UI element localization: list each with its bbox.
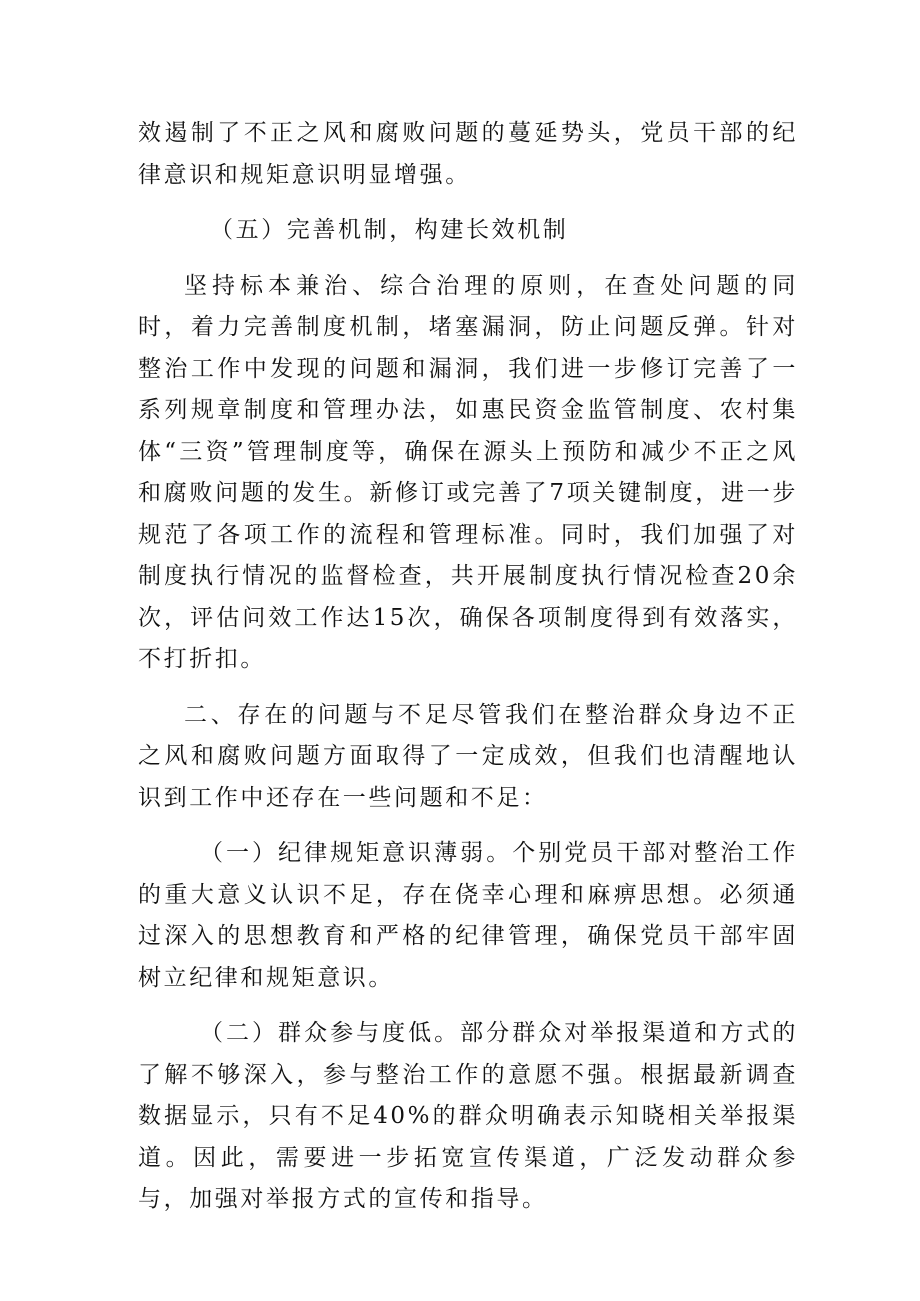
paragraph-discipline: （一）纪律规矩意识薄弱。个别党员干部对整治工作的重大意义认识不足，存在侥幸心理和麻痹思想。必须通过深入的思想教育和严格的纪律管理，确保党员干部牢固树立纪律和规矩意识。 <box>138 840 798 991</box>
paragraph-continuation: 效遏制了不正之风和腐败问题的蔓延势头，党员干部的纪律意识和规矩意识明显增强。 <box>138 120 798 188</box>
document-body <box>138 113 798 1221</box>
section-heading-five: （五）完善机制，构建长效机制 <box>210 217 569 243</box>
paragraph-mechanism: 坚持标本兼治、综合治理的原则，在查处问题的同时，着力完善制度机制，堵塞漏洞，防止问题反弹。针对整治工作中发现的问题和漏洞，我们进一步修订完善了一系列规章制度和管理办法，如惠民资金监管制度、农村集体“三资”管理制度等，确保在源头上预防和减少不正之风和腐败问题的发生。新修订或完善了7项关键制度，进一步规范了各项工作的流程和管理标准。同时，我们加强了对制度执行情况的监督检查，共开展制度执行情况检查20余次，评估问效工作达15次，确保各项制度得到有效落实，不打折扣。 <box>138 272 798 672</box>
paragraph-participation: （二）群众参与度低。部分群众对举报渠道和方式的了解不够深入，参与整治工作的意愿不强。根据最新调查数据显示，只有不足40%的群众明确表示知晓相关举报渠道。因此，需要进一步拓宽宣传渠道，广泛发动群众参与，加强对举报方式的宣传和指导。 <box>138 1020 798 1212</box>
section-heading-problems: 二、存在的问题与不足尽管我们在整治群众身边不正之风和腐败问题方面取得了一定成效，但我们也清醒地认识到工作中还存在一些问题和不足： <box>138 701 798 811</box>
